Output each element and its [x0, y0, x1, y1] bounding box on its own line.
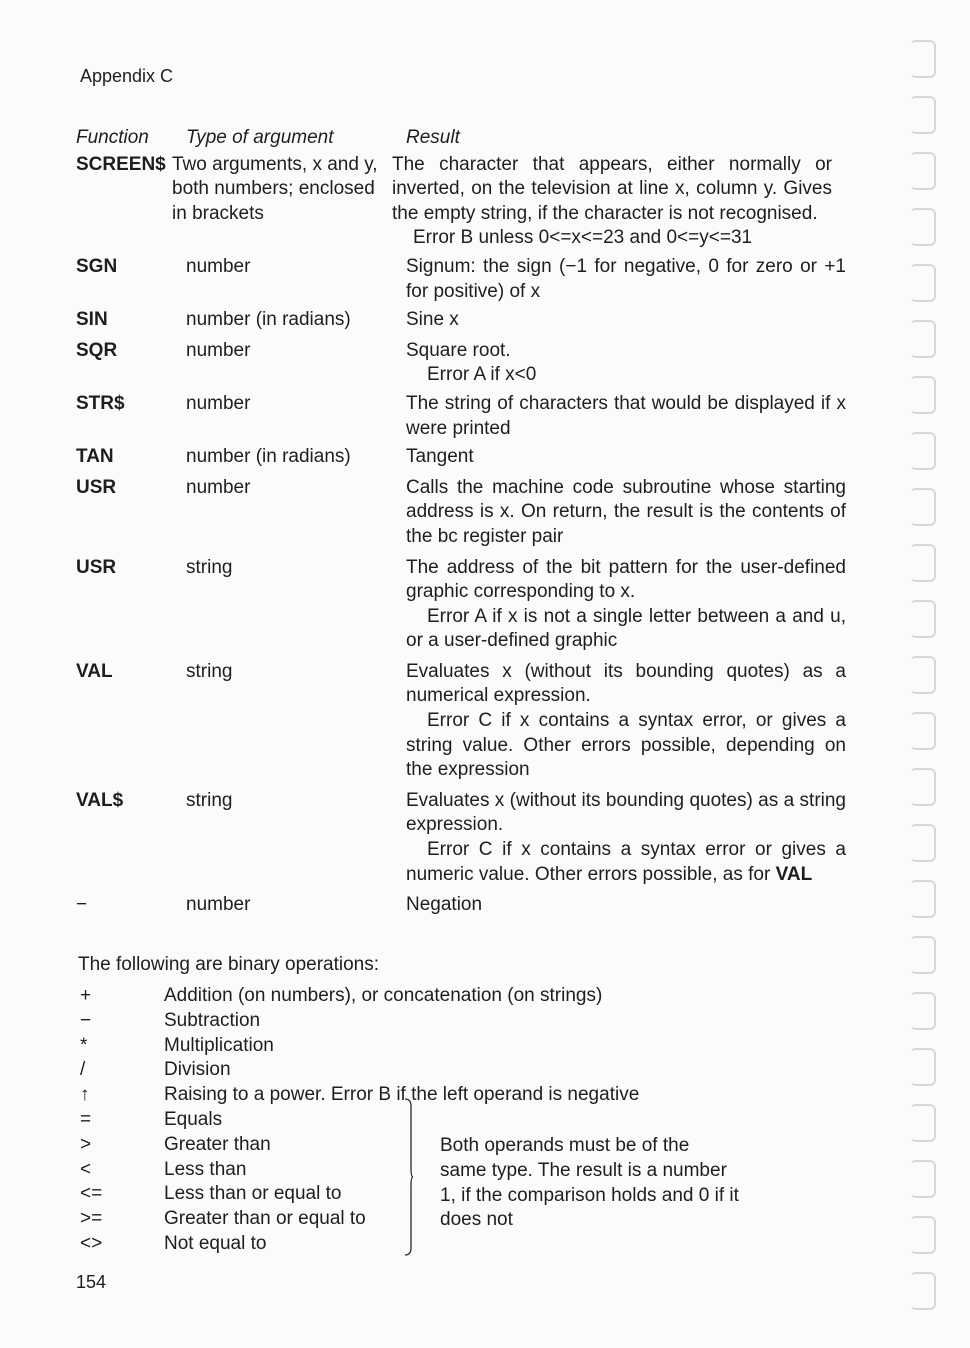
- list-item: [78, 1232, 639, 1257]
- error-note: Error A if x<0: [427, 364, 537, 386]
- binding-ring-icon: [910, 1104, 936, 1142]
- operator-symbol: =: [80, 1108, 92, 1130]
- binding-ring-icon: [910, 768, 936, 806]
- function-argument: number: [186, 392, 251, 414]
- function-name: USR: [76, 556, 117, 578]
- function-result: Calls the machine code subroutine whose starting address is x. On return, the result is the contents of the bc register pair: [406, 476, 846, 547]
- operator-symbol: /: [80, 1059, 86, 1081]
- page-number-text: 154: [76, 1272, 107, 1292]
- operator-description: Greater than or equal to: [164, 1208, 366, 1230]
- function-name: SGN: [76, 255, 118, 277]
- function-result: [406, 556, 846, 654]
- error-note: [406, 838, 846, 887]
- function-argument: string: [186, 556, 233, 578]
- binary-ops-intro: The following are binary operations:: [78, 954, 380, 975]
- table-row: [76, 153, 846, 251]
- function-result: The string of characters that would be displayed if x were printed: [406, 392, 846, 439]
- error-note: Error A if x is not a single letter between a and u, or a user-defined graphic: [406, 605, 846, 652]
- binding-ring-icon: [910, 992, 936, 1030]
- operator-symbol: −: [80, 1009, 92, 1031]
- table-row: [76, 893, 846, 918]
- function-result: [406, 339, 846, 388]
- operator-description: Less than or equal to: [164, 1183, 342, 1205]
- operator-description: Subtraction: [164, 1009, 261, 1031]
- function-argument: Two arguments, x and y, both numbers; enclosed in brackets: [172, 153, 378, 224]
- operator-symbol: *: [80, 1034, 88, 1056]
- table-row: [76, 392, 846, 441]
- binding-ring-icon: [910, 656, 936, 694]
- operator-description: Not equal to: [164, 1232, 267, 1254]
- table-row: [76, 255, 846, 304]
- binding-ring-icon: [910, 880, 936, 918]
- binding-ring-icon: [910, 432, 936, 470]
- operator-description: Addition (on numbers), or concatenation (on strings): [164, 985, 603, 1006]
- operator-description: Greater than: [164, 1133, 271, 1155]
- column-header-function: Function: [76, 127, 149, 148]
- operator-symbol: +: [80, 985, 92, 1006]
- function-result: Negation: [406, 894, 483, 916]
- function-name: VAL$: [76, 789, 124, 811]
- function-argument: string: [186, 789, 233, 811]
- function-argument: number (in radians): [186, 309, 351, 331]
- result-text: Evaluates x (without its bounding quotes) as a string expression.: [406, 789, 846, 836]
- binding-ring-icon: [910, 544, 936, 582]
- binding-ring-icon: [910, 712, 936, 750]
- function-result: Sine x: [406, 309, 459, 331]
- result-text: Square root.: [406, 339, 511, 361]
- function-argument: number: [186, 339, 251, 361]
- operator-symbol: >=: [80, 1208, 103, 1230]
- binding-ring-icon: [910, 1048, 936, 1086]
- list-item: [78, 984, 639, 1009]
- column-header-argument: Type of argument: [186, 127, 334, 148]
- table-row: [76, 789, 846, 887]
- binding-ring-icon: [910, 152, 936, 190]
- function-argument: number: [186, 894, 251, 916]
- function-result: [406, 660, 846, 783]
- operator-symbol: <=: [80, 1183, 103, 1205]
- page-header: Appendix C: [80, 66, 174, 86]
- binding-ring-icon: [910, 96, 936, 134]
- function-name: SCREEN$: [76, 153, 166, 175]
- error-keyword: VAL: [775, 863, 813, 885]
- table-header: [76, 126, 846, 151]
- function-name: VAL: [76, 660, 113, 682]
- table-row: [76, 556, 846, 654]
- binding-ring-icon: [910, 320, 936, 358]
- operator-symbol: <>: [80, 1232, 103, 1254]
- result-text: Evaluates x (without its bounding quotes) as a numerical expression.: [406, 660, 846, 707]
- operator-description: Multiplication: [164, 1034, 274, 1056]
- operator-symbol: <: [80, 1158, 92, 1180]
- function-argument: number (in radians): [186, 446, 351, 468]
- result-text: The character that appears, either normally or inverted, on the television at line x, column y. Gives the empty string, if the character is not recognised.: [392, 153, 832, 224]
- function-result: Tangent: [406, 446, 474, 468]
- column-header-result: Result: [406, 127, 460, 148]
- operator-description: Raising to a power. Error B if the left operand is negative: [164, 1084, 640, 1106]
- function-result: [406, 789, 846, 887]
- operator-description: Less than: [164, 1158, 247, 1180]
- function-argument: number: [186, 255, 251, 277]
- function-argument: number: [186, 476, 251, 498]
- operator-description: Division: [164, 1059, 231, 1081]
- binding-ring-icon: [910, 1160, 936, 1198]
- comparison-brace: [403, 1098, 413, 1256]
- binding-ring-icon: [910, 936, 936, 974]
- list-item: [78, 1108, 639, 1133]
- binding-ring-icon: [910, 824, 936, 862]
- function-name: TAN: [76, 446, 114, 468]
- binding-ring-icon: [910, 40, 936, 78]
- error-note: Error B unless 0<=x<=23 and 0<=y<=31: [413, 227, 753, 249]
- function-result: [392, 153, 832, 251]
- binding-ring-icon: [910, 600, 936, 638]
- function-result: Signum: the sign (−1 for negative, 0 for zero or +1 for positive) of x: [406, 255, 846, 302]
- error-text: Error C if x contains a syntax error or gives a numeric value. Other errors possible, as for: [406, 839, 846, 885]
- table-row: [76, 339, 846, 388]
- list-item: [78, 1009, 639, 1034]
- table-row: [76, 660, 846, 783]
- operator-symbol: >: [80, 1133, 92, 1155]
- list-item: [78, 1034, 639, 1059]
- binding-ring-icon: [910, 208, 936, 246]
- function-name: SIN: [76, 309, 108, 331]
- error-note: Error C if x contains a syntax error, or gives a string value. Other errors possible, depending on the expression: [406, 710, 846, 781]
- binding-rings: [900, 40, 960, 1340]
- binding-ring-icon: [910, 488, 936, 526]
- binding-ring-icon: [910, 1216, 936, 1254]
- function-name: STR$: [76, 392, 125, 414]
- comparison-note: Both operands must be of the same type. The result is a number 1, if the comparison holds and 0 if it does not: [440, 1135, 739, 1231]
- table-row: [76, 445, 846, 470]
- table-row: [76, 308, 846, 333]
- binding-ring-icon: [910, 264, 936, 302]
- operator-symbol: ↑: [80, 1084, 90, 1106]
- result-text: The address of the bit pattern for the user-defined graphic corresponding to x.: [406, 556, 846, 603]
- list-item: [78, 1058, 639, 1083]
- binding-ring-icon: [910, 1272, 936, 1310]
- function-name: USR: [76, 476, 117, 498]
- list-item: [78, 1083, 639, 1108]
- operator-description: Equals: [164, 1108, 223, 1130]
- function-name: SQR: [76, 339, 118, 361]
- binding-ring-icon: [910, 376, 936, 414]
- function-table: [76, 126, 846, 918]
- function-name: −: [76, 894, 88, 916]
- table-row: [76, 476, 846, 550]
- function-argument: string: [186, 660, 233, 682]
